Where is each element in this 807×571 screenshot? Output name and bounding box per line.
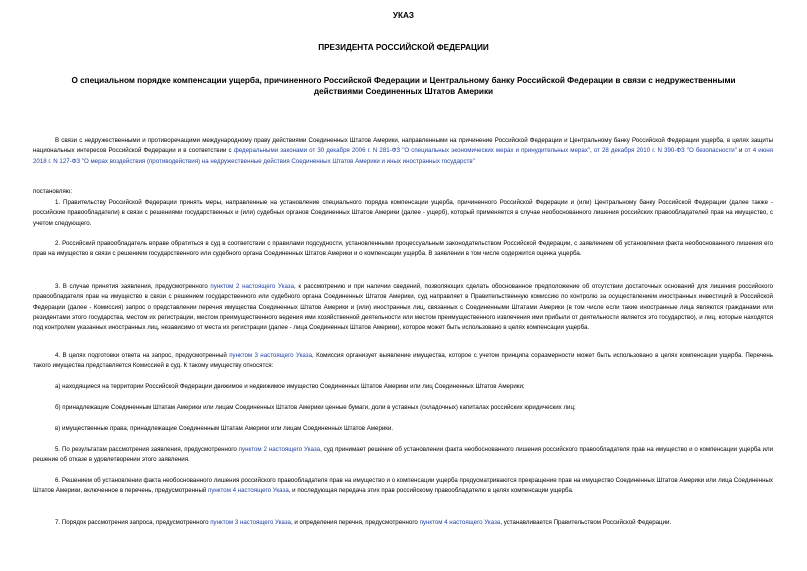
link-point-3[interactable]: пунктом 3 настоящего Указа — [229, 352, 313, 359]
paragraph-7 — [33, 518, 773, 528]
preamble-text: , — [589, 147, 594, 155]
link-point-4[interactable]: пунктом 4 настоящего Указа — [419, 519, 501, 526]
paragraph-5-block — [33, 445, 773, 466]
paragraph-4-block — [33, 351, 773, 372]
paragraph-6-block — [33, 476, 773, 497]
paragraph-text: 4. В целях подготовки ответа на запрос, предусмотренный — [55, 352, 230, 359]
paragraph-7-block — [33, 518, 773, 528]
subitem-v: в) имущественные права, принадлежащие Соединенным Штатам Америки или лицам Соединенных Штатов Америки. — [55, 425, 394, 432]
decree-title: О специальном порядке компенсации ущерба, причиненного Российской Федерации и Центральному банку Российской Федерации в связи с недружественными действиями Соединенных Штатов Америки — [71, 76, 736, 96]
paragraph-6 — [33, 476, 773, 497]
paragraph-text: , устанавливается Правительством Российской Федерации. — [500, 519, 672, 526]
paragraph-text: , и определения перечня, предусмотренного — [290, 519, 420, 526]
closing-word: постановляю: — [33, 188, 73, 195]
paragraph-2-block — [33, 239, 773, 260]
law-link-127fz[interactable]: от 4 июня 2018 г. N 127-ФЗ "О мерах воздействия (противодействия) на недружественные действия Соединенных Штатов Америки и иных иностранных государств" — [33, 147, 773, 165]
link-point-2[interactable]: пунктом 2 настоящего Указа — [210, 283, 295, 290]
subitem-b-block — [33, 403, 773, 413]
paragraph-3-block — [33, 282, 773, 333]
paragraph-text: , к рассмотрению и при наличии сведений, позволяющих сделать обоснованное предположение об отсутствии достаточных оснований для лишения российского правообладателя прав на имущество в связи с решением государственного или судебного органа Соединенных Штатов Америки, суд направляет в Правительственную комиссию по контролю за осуществлением иностранных инвестиций в Российской Федерации (далее - Комиссия) запрос о представлении перечня имущества Соединенных Штатов Америки и (или) иностранных лиц, связанных с Соединенными Штатами Америки (в том числе если такие иностранные лица являются гражданами или резидентами этого государства, местом их регистрации, местом преимущественного ведения ими хозяйственной деятельности или местом преимущественного извлечения ими прибыли от деятельности является это государство), и лиц, которые находятся под контролем указанных иностранных лиц, независимо от места их регистрации (далее - лица Соединенных Штатов Америки), которое может быть использовано в целях компенсации ущерба. — [33, 283, 773, 332]
closing-word-block — [33, 187, 773, 197]
subitem-a: а) находящиеся на территории Российской Федерации движимое и недвижимое имущество Соединенных Штатов Америки или лиц Соединенных Штатов Америки; — [55, 383, 525, 390]
law-link-390fz[interactable]: от 28 декабря 2010 г. N 390-ФЗ "О безопасности" — [593, 147, 737, 155]
link-point-2[interactable]: пунктом 2 настоящего Указа — [238, 446, 321, 453]
paragraph-text: 3. В случае принятия заявления, предусмотренного — [55, 283, 211, 290]
paragraph-text: , суд принимает решение об установлении факта необоснованного лишения российского правообладателя прав на имущество и о компенсации ущерба или решение об отказе в удовлетворении этого заявления. — [33, 446, 773, 464]
paragraph-text: , и последующая передача этих прав российскому правообладателю в целях компенсации ущерба. — [288, 487, 574, 495]
paragraph-text: 6. Решением об установлении факта необоснованного лишения российского правообладателя прав на имущество и о компенсации ущерба предусматриваются прекращение прав на имущество Соединенных Штатов Америки или лица Соединенных Штатов Америки, включенное в перечень, предусмотренный — [33, 477, 773, 495]
decree-issuer: ПРЕЗИДЕНТА РОССИЙСКОЙ ФЕДЕРАЦИИ — [318, 43, 489, 52]
decree-heading: УКАЗ — [392, 11, 415, 20]
preamble-paragraph — [33, 136, 773, 167]
subitem-a-block — [33, 382, 773, 392]
law-link-281fz[interactable]: федеральными законами от 30 декабря 2006 г. N 281-ФЗ "О специальных экономических мерах и принудительных мерах" — [233, 147, 590, 155]
preamble-text: и — [736, 147, 745, 155]
paragraph-text: 7. Порядок рассмотрения запроса, предусмотренного — [55, 519, 211, 526]
paragraph-2: 2. Российский правообладатель вправе обратиться в суд в соответствии с правилами подсудности, установленными процессуальным законодательством Российской Федерации, с заявлением об установлении факта необоснованного лишения его прав на имущество в связи с решением государственного или судебного органа Соединенных Штатов Америки и о компенсации ущерба. В заявлении в том числе содержится оценка ущерба. — [33, 240, 773, 258]
preamble-text: В связи с недружественными и противоречащими международному праву действиями Соединенных Штатов Америки, направленными на причинение Российской Федерации и Центральному банку Российской Федерации ущерба, в целях защиты национальных интересов Российской Федерации и в соответствии с — [33, 137, 773, 155]
link-point-3[interactable]: пунктом 3 настоящего Указа — [210, 519, 291, 526]
paragraph-1: 1. Правительству Российской Федерации принять меры, направленные на установление специального порядка компенсации ущерба, причиненного Российской Федерации и (или) Центральному банку Российской Федерации (далее также - российские правообладатели) в связи с решениями государственных и (или) судебных органов Соединенных Штатов Америки (далее - ущерб), который применяется в случае необоснованного лишения российских правообладателей прав на имущество, с учетом следующего. — [33, 199, 773, 227]
paragraph-1-block — [33, 198, 773, 229]
paragraph-text: 5. По результатам рассмотрения заявления, предусмотренного — [55, 446, 239, 453]
subitem-b: б) принадлежащие Соединенным Штатам Америки или лицам Соединенных Штатов Америки ценные бумаги, доли в уставных (складочных) капиталах российских юридических лиц; — [55, 404, 576, 411]
paragraph-3 — [33, 282, 773, 333]
paragraph-text: , Комиссия организует выявление имущества, которое с учетом принципа соразмерности может быть использовано в целях компенсации ущерба. Перечень такого имущества представляется Комиссией в суд. К такому имуществу относятся: — [33, 352, 773, 370]
subitem-v-block — [33, 424, 773, 434]
paragraph-4 — [33, 351, 773, 372]
preamble — [33, 136, 773, 167]
link-point-4[interactable]: пунктом 4 настоящего Указа — [208, 487, 289, 495]
paragraph-5 — [33, 445, 773, 466]
